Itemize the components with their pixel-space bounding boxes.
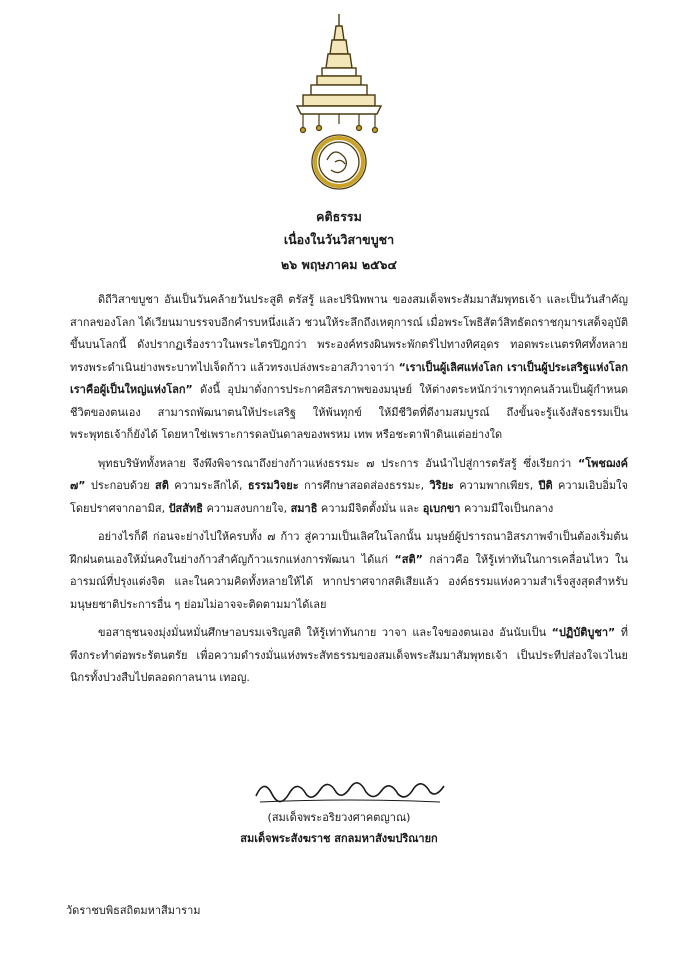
text-run: ดังนี้ อุปมาดั่งการประกาศอิสรภาพของมนุษย์ ให้ต่างตระหนักว่าเราทุกคนล้วนเป็นผู้กำหนดชีวิตของตนเอง สามารถพัฒนาตนให้ประเสริฐ ให้พ้นทุกข์ ให้มีชีวิตที่ดีงามสมบูรณ์ ถึงขั้นจะรู้แจ้งสัจธรรมเป็นพระพุทธเจ้าก็ยังได้ โดยหาใช่เพราะการดลบันดาลของพรหม เทพ หรือชะตาฟ้าดินแต่อย่างใด [70, 383, 628, 441]
text-run: พุทธบริษัททั้งหลาย จึงพึงพิจารณาถึงย่างก้าวแห่งธรรมะ ๗ ประการ อันนำไปสู่การตรัสรู้ ซึ่งเรียกว่า [98, 456, 579, 470]
signatory-title: สมเด็จพระสังฆราช สกลมหาสังฆปริณายก [240, 832, 438, 845]
text-run: ประกอบด้วย [85, 479, 155, 492]
message-body [70, 289, 628, 696]
quote-text: “เราเป็นผู้เลิศแห่งโลก เราเป็นผู้ประเสริฐแห่งโลก เราคือผู้เป็นใหญ่แห่งโลก” [70, 360, 629, 396]
document-date: ๒๖ พฤษภาคม ๒๕๖๔ [281, 257, 397, 272]
document-title: คติธรรม [316, 209, 362, 224]
term: “โพชฌงค์ ๗” [70, 456, 628, 492]
term: วิริยะ [429, 479, 454, 492]
term: สมาธิ [290, 501, 318, 515]
text-run: ความพากเพียร, [453, 479, 539, 492]
text-run: การศึกษาสอดส่องธรรมะ, [298, 479, 430, 492]
paragraph-3 [70, 526, 628, 616]
text-run: ความมีใจเป็นกลาง [460, 501, 554, 515]
document-subtitle: เนื่องในวันวิสาขบูชา [283, 232, 395, 247]
paragraph-4 [70, 622, 628, 690]
text-run: ความสงบกายใจ, [202, 501, 291, 515]
text-run: ความระลึกได้, [168, 479, 248, 492]
footer-temple: วัดราชบพิธสถิตมหาสีมาราม [66, 904, 201, 917]
text-run: ดิถีวิสาขบูชา อันเป็นวันคล้ายวันประสูติ ตรัสรู้ และปรินิพพาน ของสมเด็จพระสัมมาสัมพุทธเจ้า และเป็นวันสำคัญสากลของโลก ได้เวียนมาบรรจบอีกคำรบหนึ่งแล้ว ชวนให้ระลึกถึงเหตุการณ์ เมื่อพระโพธิสัตว์สิทธัตถราชกุมารเสด็จอุบัติขึ้นบนโลกนี้ ดังปรากฏเรื่องราวในพระไตรปิฎกว่า พระองค์ทรงผินพระพักตร์ไปทางทิศอุดร ทอดพระเนตรทิศทั้งหลาย ทรงพระดำเนินย่างพระบาทไปเจ็ดก้าว แล้วทรงเปล่งพระอาสภิวาจาว่า [70, 293, 628, 374]
text-run: ความมีจิตตั้งมั่น และ [317, 501, 423, 515]
term: ปัสสัทธิ [168, 501, 203, 515]
text-run: ขอสาธุชนจงมุ่งมั่นหมั่นศึกษาอบรมเจริญสติ ให้รู้เท่าทันกาย วาจา และใจของตนเอง อันนับเป็น [98, 626, 552, 639]
term: ปีติ [538, 479, 553, 492]
term: ธรรมวิจยะ [247, 479, 299, 492]
text-run: ความเอิบอิ่มใจโดยปราศจากอามิส, [70, 479, 628, 515]
term: “ปฏิบัติบูชา” [551, 626, 616, 639]
term: อุเบกขา [422, 501, 461, 515]
royal-emblem-icon [289, 12, 389, 202]
handwritten-signature-icon [250, 772, 450, 808]
signatory-name: (สมเด็จพระอริยวงศาคตญาณ) [267, 811, 411, 824]
text-run: ที่พึงกระทำต่อพระรัตนตรัย เพื่อความดำรงมั่นแห่งพระสัทธรรมของสมเด็จพระสัมมาสัมพุทธเจ้า เป็นประทีปส่องใจเวไนยนิกรทั้งปวงสืบไปตลอดกาลนาน เทอญ. [70, 626, 628, 684]
text-run: อย่างไรก็ดี ก่อนจะย่างไปให้ครบทั้ง ๗ ก้าว สู่ความเป็นเลิศในโลกนั้น มนุษย์ผู้ปรารถนาอิสรภาพจำเป็นต้องเริ่มต้นฝึกฝนตนเองให้มั่นคงในย่างก้าวสำคัญก้าวแรกแห่งการพัฒนา ได้แก่ [70, 530, 628, 566]
paragraph-2 [70, 453, 628, 521]
paragraph-1 [70, 289, 628, 447]
term: “สติ” [394, 552, 423, 566]
term: สติ [155, 479, 169, 492]
text-run: กล่าวคือ ให้รู้เท่าทันในการเคลื่อนไหว ในอารมณ์ที่ปรุงแต่งจิต และในความคิดทั้งหลายให้ได้ หากปราศจากสติเสียแล้ว องค์ธรรมแห่งความสำเร็จสูงสุดสำหรับมนุษยชาติประการอื่น ๆ ย่อมไม่อาจจะติดตามมาได้เลย [70, 552, 628, 611]
